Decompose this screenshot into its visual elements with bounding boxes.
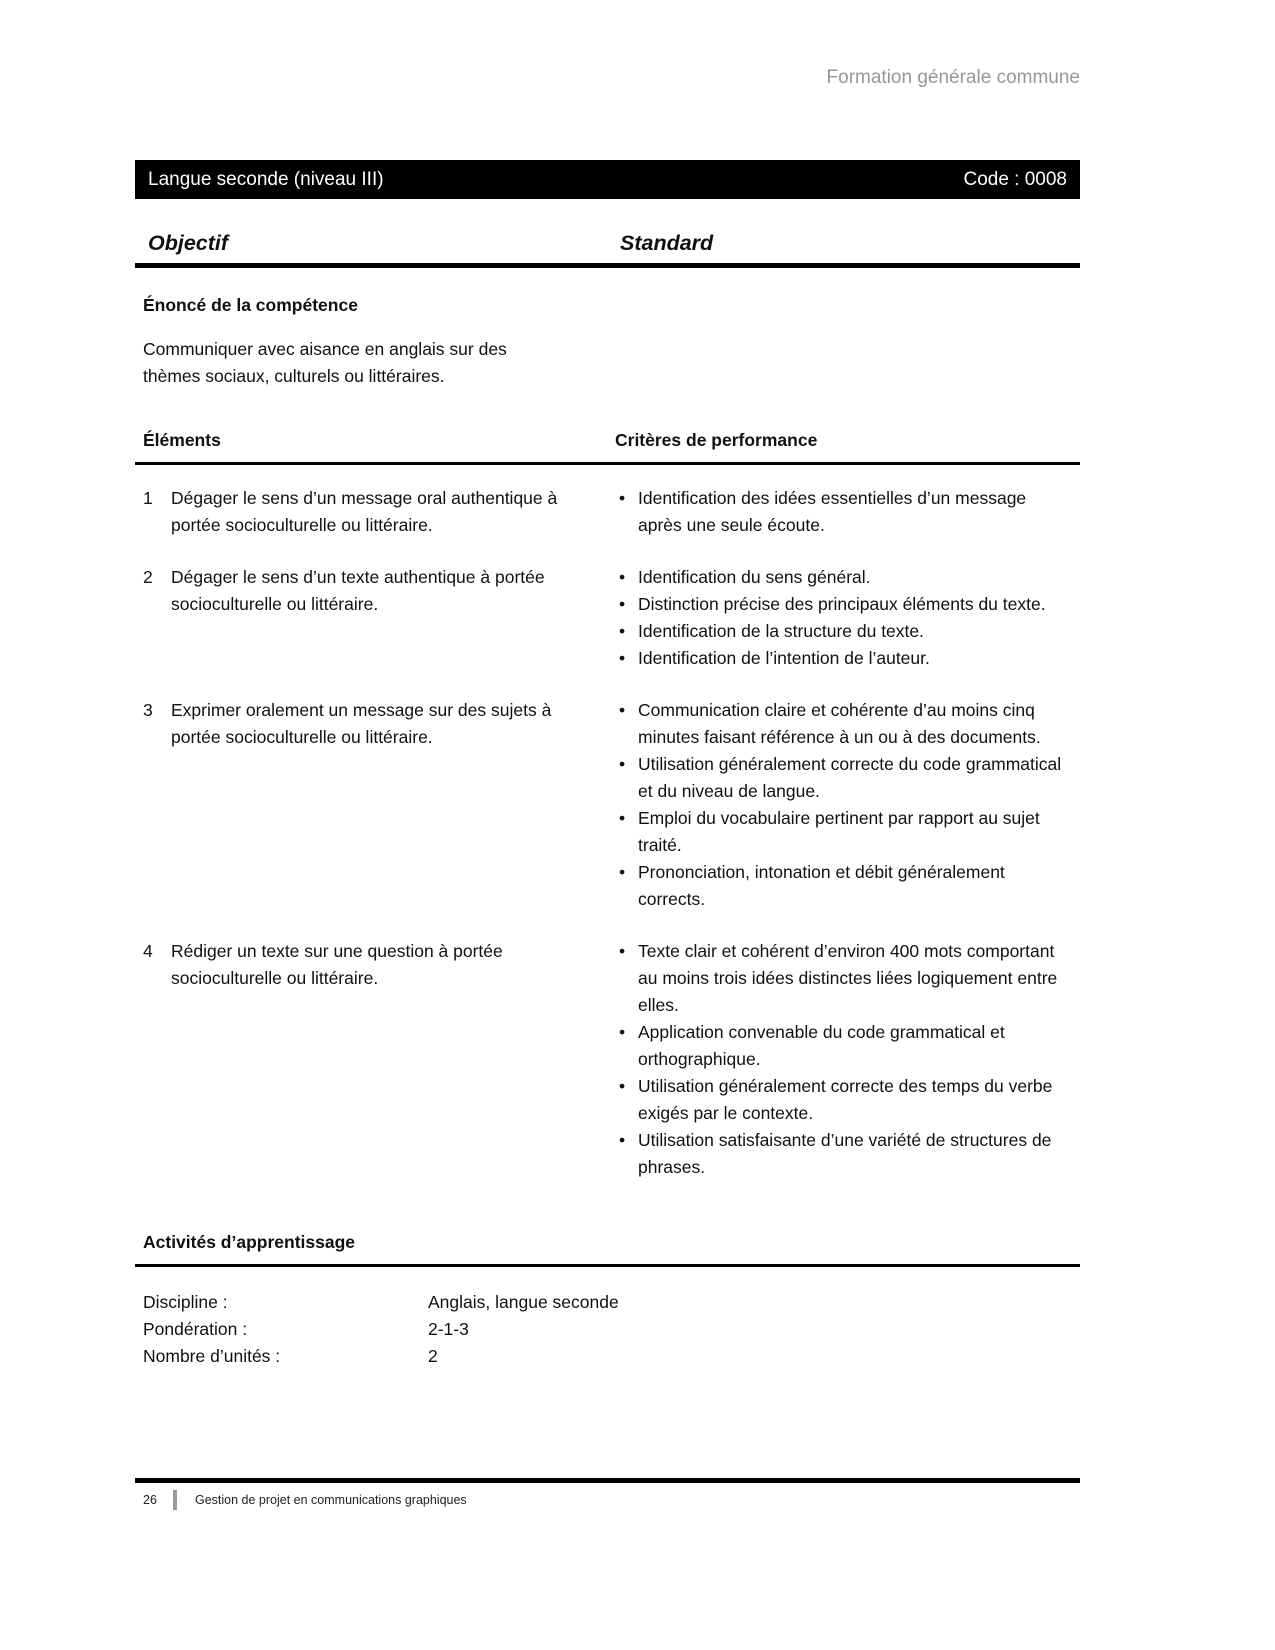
activity-label: Pondération : xyxy=(143,1319,248,1339)
bullet-icon: • xyxy=(619,941,626,961)
page-footer xyxy=(143,1490,467,1510)
activity-label: Nombre d’unités : xyxy=(143,1346,281,1366)
element-number: 3 xyxy=(143,700,153,720)
element-cell xyxy=(135,485,607,539)
criteria-text: Identification de l’intention de l’auteur. xyxy=(638,648,930,668)
activities-table xyxy=(135,1289,1080,1370)
criteria-text: Identification de la structure du texte. xyxy=(638,621,924,641)
element-text: Dégager le sens d’un message oral authentique à portée socioculturelle ou littéraire. xyxy=(171,488,558,535)
activities-divider xyxy=(135,1264,1080,1267)
activity-row xyxy=(143,1316,1080,1343)
criteria-list xyxy=(607,485,1080,539)
element-text: Dégager le sens d’un texte authentique à portée socioculturelle ou littéraire. xyxy=(171,567,545,614)
table-row xyxy=(135,697,1080,913)
criteria-text: Prononciation, intonation et débit généralement corrects. xyxy=(638,862,1005,909)
criteria-item xyxy=(615,805,1080,859)
criteres-header: Critères de performance xyxy=(615,430,818,450)
table-row xyxy=(135,938,1080,1181)
activity-row xyxy=(143,1343,1080,1370)
footer-separator-bar xyxy=(173,1490,177,1510)
element-number: 4 xyxy=(143,941,153,961)
element-text: Exprimer oralement un message sur des sujets à portée socioculturelle ou littéraire. xyxy=(171,700,552,747)
criteria-text: Utilisation généralement correcte du code grammatical et du niveau de langue. xyxy=(638,754,1062,801)
criteria-item xyxy=(615,859,1080,913)
criteria-item xyxy=(615,1127,1080,1181)
criteria-item xyxy=(615,618,1080,645)
criteria-item xyxy=(615,1019,1080,1073)
bullet-icon: • xyxy=(619,1130,626,1150)
banner-code: Code : 0008 xyxy=(963,169,1067,190)
criteria-text: Identification du sens général. xyxy=(638,567,871,587)
activity-row xyxy=(143,1289,1080,1316)
bullet-icon: • xyxy=(619,700,626,720)
activities-heading: Activités d’apprentissage xyxy=(143,1232,356,1252)
table-header-divider xyxy=(135,462,1080,465)
criteria-item xyxy=(615,751,1080,805)
banner-title: Langue seconde (niveau III) xyxy=(148,169,384,190)
criteria-text: Utilisation généralement correcte des temps du verbe exigés par le contexte. xyxy=(638,1076,1053,1123)
criteria-item xyxy=(615,564,1080,591)
competence-heading: Énoncé de la compétence xyxy=(143,295,358,315)
bullet-icon: • xyxy=(619,808,626,828)
table-row xyxy=(135,485,1080,539)
page-number: 26 xyxy=(143,1493,157,1507)
column-headings xyxy=(135,230,1080,256)
bullet-icon: • xyxy=(619,1076,626,1096)
bullet-icon: • xyxy=(619,648,626,668)
criteria-item xyxy=(615,591,1080,618)
criteria-text: Texte clair et cohérent d’environ 400 mots comportant au moins trois idées distinctes liées logiquement entre elles. xyxy=(638,941,1058,1015)
criteria-list xyxy=(607,564,1080,672)
bullet-icon: • xyxy=(619,488,626,508)
bullet-icon: • xyxy=(619,862,626,882)
criteria-text: Communication claire et cohérente d’au moins cinq minutes faisant référence à un ou à des documents. xyxy=(638,700,1041,747)
bullet-icon: • xyxy=(619,621,626,641)
criteria-item xyxy=(615,697,1080,751)
table-headers xyxy=(135,427,1080,454)
standard-heading: Standard xyxy=(620,231,714,255)
activity-value: 2-1-3 xyxy=(428,1319,469,1339)
criteria-list xyxy=(607,697,1080,913)
activity-label: Discipline : xyxy=(143,1292,228,1312)
criteria-list xyxy=(607,938,1080,1181)
competence-body: Communiquer avec aisance en anglais sur des thèmes sociaux, culturels ou littéraires. xyxy=(143,339,507,386)
criteria-item xyxy=(615,645,1080,672)
footer-text: Gestion de projet en communications graphiques xyxy=(195,1493,467,1507)
criteria-text: Identification des idées essentielles d’un message après une seule écoute. xyxy=(638,488,1027,535)
objectif-heading: Objectif xyxy=(148,231,229,255)
heading-divider xyxy=(135,263,1080,268)
criteria-item xyxy=(615,1073,1080,1127)
element-text: Rédiger un texte sur une question à portée socioculturelle ou littéraire. xyxy=(171,941,503,988)
element-number: 2 xyxy=(143,567,153,587)
bullet-icon: • xyxy=(619,1022,626,1042)
element-number: 1 xyxy=(143,488,153,508)
element-cell xyxy=(135,697,607,913)
table-row xyxy=(135,564,1080,672)
footer-divider xyxy=(135,1478,1080,1483)
bullet-icon: • xyxy=(619,594,626,614)
criteria-text: Emploi du vocabulaire pertinent par rapport au sujet traité. xyxy=(638,808,1040,855)
criteria-text: Application convenable du code grammatical et orthographique. xyxy=(638,1022,1005,1069)
document-content xyxy=(135,0,1080,1370)
activity-value: Anglais, langue seconde xyxy=(428,1292,619,1312)
elements-header: Éléments xyxy=(143,430,221,450)
criteria-text: Distinction précise des principaux éléments du texte. xyxy=(638,594,1046,614)
criteria-item xyxy=(615,485,1080,539)
running-header: Formation générale commune xyxy=(826,67,1080,88)
activity-value: 2 xyxy=(428,1346,438,1366)
title-banner xyxy=(135,160,1080,199)
criteria-text: Utilisation satisfaisante d’une variété de structures de phrases. xyxy=(638,1130,1052,1177)
criteria-item xyxy=(615,938,1080,1019)
element-cell xyxy=(135,564,607,672)
bullet-icon: • xyxy=(619,754,626,774)
bullet-icon: • xyxy=(619,567,626,587)
element-cell xyxy=(135,938,607,1181)
